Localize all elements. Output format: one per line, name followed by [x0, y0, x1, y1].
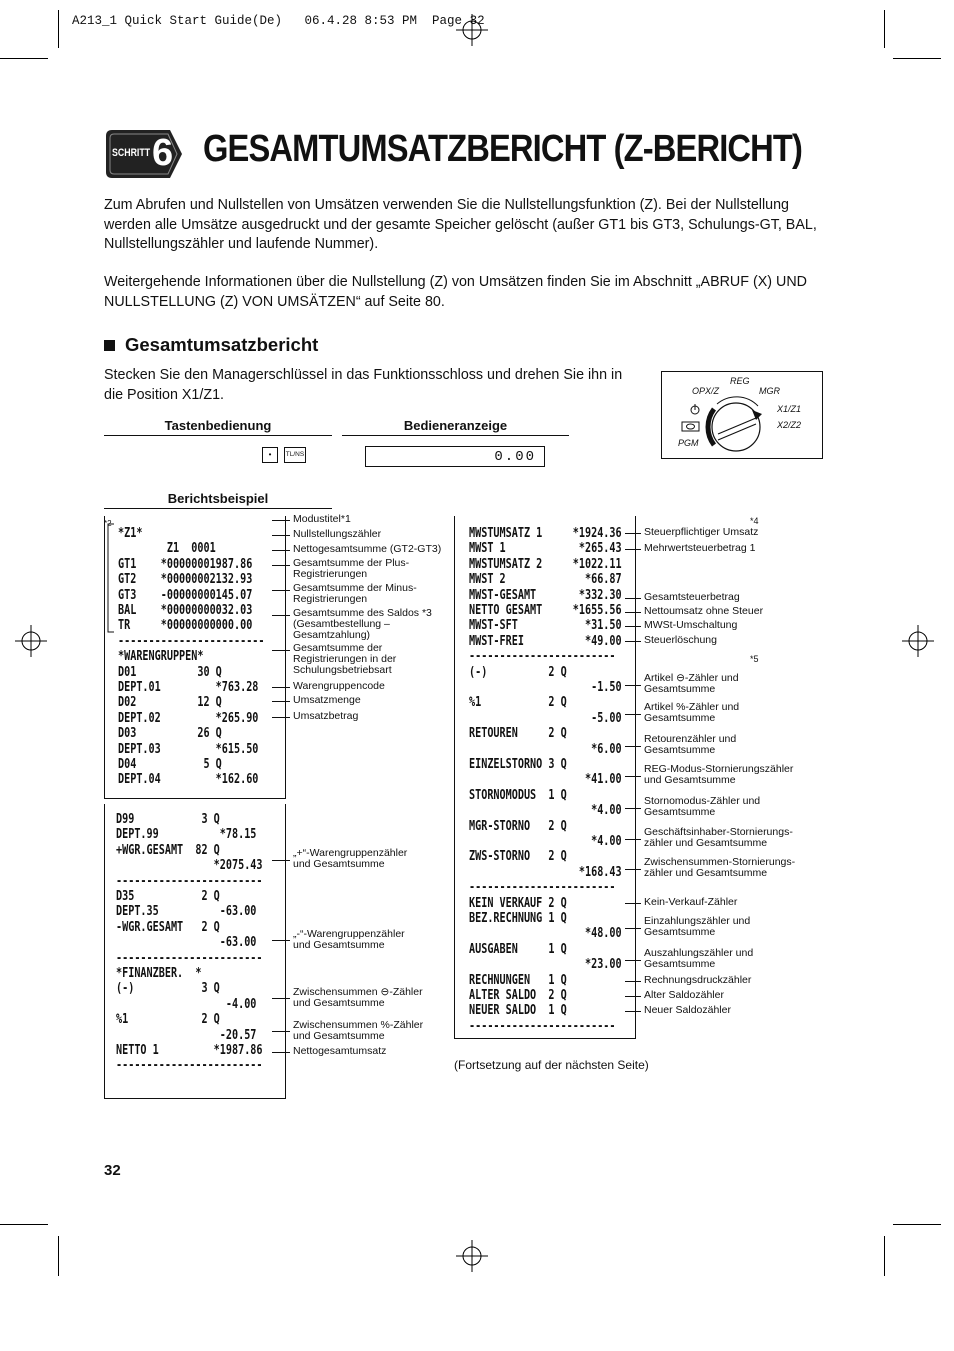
- receipt-line: DEPT.04 *162.60: [118, 772, 259, 788]
- annotation-label: Zwischensummen ⊖-Zähler und Gesamtsumme: [293, 986, 423, 1009]
- receipt-line: D35 2 Q: [116, 889, 220, 904]
- receipt-line: EINZELSTORNO 3 Q: [469, 757, 567, 772]
- continued-note: (Fortsetzung auf der nächsten Seite): [454, 1058, 649, 1072]
- receipt-line: ------------------------: [116, 1058, 263, 1074]
- annotation-label: Geschäftsinhaber-Stornierungs- zähler und Gesamtsumme: [644, 826, 793, 849]
- receipt-line: MWST 2 *66.87: [469, 572, 622, 588]
- receipt-line: *168.43: [469, 864, 622, 880]
- annotation-label: Modustitel*1: [293, 513, 351, 525]
- step-badge: [104, 128, 184, 180]
- annotation-label: Zwischensummen-Stornierungs- zähler und Gesamtsumme: [644, 856, 796, 879]
- section-heading: Gesamtumsatzbericht: [104, 334, 318, 356]
- receipt-line: *6.00: [469, 741, 622, 757]
- leader-line: [272, 940, 290, 941]
- receipt-line: -1.50: [469, 680, 622, 695]
- receipt-line: *Z1*: [118, 526, 143, 541]
- registration-mark-icon: [456, 1240, 488, 1272]
- display-header: Bedieneranzeige: [403, 418, 508, 433]
- annotation-label: „-“-Warengruppenzähler und Gesamtsumme: [293, 928, 405, 951]
- footnote-marker: *2: [104, 519, 112, 528]
- leader-line: [272, 590, 290, 591]
- receipt-line: NETTO GESAMT *1655.56: [469, 603, 622, 618]
- receipt-line: ------------------------: [116, 873, 263, 889]
- annotation-label: Retourenzähler und Gesamtsumme: [644, 733, 737, 756]
- receipt-line: BEZ.RECHNUNG 1 Q: [469, 911, 567, 926]
- annotation-label: Nullstellungszähler: [293, 528, 382, 540]
- decimal-key: •: [262, 447, 278, 463]
- receipt-line: D04 5 Q: [118, 757, 222, 772]
- leader-line: [272, 701, 290, 702]
- receipt-line: MWST 1 *265.43: [469, 541, 622, 557]
- receipt-line: DEPT.35 -63.00: [116, 904, 257, 920]
- keys-header: Tastenbedienung: [164, 418, 272, 433]
- bracket-icon: [104, 522, 116, 634]
- receipt-line: ALTER SALDO 2 Q: [469, 988, 567, 1003]
- page-number: 32: [104, 1162, 121, 1179]
- annotation-label: Mehrwertsteuerbetrag 1: [644, 542, 756, 554]
- crop-mark: [893, 58, 941, 59]
- receipt-line: *23.00: [469, 957, 622, 973]
- leader-line: [272, 615, 290, 616]
- leader-line: [625, 685, 641, 686]
- leader-line: [272, 535, 290, 536]
- footnote-marker: *4: [750, 516, 759, 526]
- step-number: 6: [152, 132, 174, 174]
- crop-mark: [893, 1224, 941, 1225]
- receipt-line: NEUER SALDO 1 Q: [469, 1003, 567, 1019]
- leader-line: [625, 746, 641, 747]
- annotation-label: Nettoumsatz ohne Steuer: [644, 605, 764, 617]
- page-title: GESAMTUMSATZBERICHT (Z-BERICHT): [203, 128, 803, 170]
- example-header: Berichtsbeispiel: [167, 491, 269, 506]
- lock-dial-icon: [662, 372, 822, 458]
- annotation-label: Nettogesamtsumme (GT2-GT3): [293, 543, 442, 555]
- receipt-line: %1 2 Q: [116, 1012, 220, 1028]
- receipt-line: *2075.43: [116, 858, 263, 874]
- receipt-line: *4.00: [469, 834, 622, 849]
- bullet-square-icon: [104, 340, 115, 351]
- mode-lock-diagram: REG OPX/Z MGR X1/Z1 X2/Z2 PGM: [661, 371, 823, 459]
- footnote-marker: *5: [750, 654, 759, 664]
- receipt-line: *4.00: [469, 803, 622, 819]
- receipt-line: KEIN VERKAUF 2 Q: [469, 895, 567, 911]
- leader-line: [625, 776, 641, 777]
- annotation-label: MWSt-Umschaltung: [644, 619, 738, 631]
- leader-line: [625, 839, 641, 840]
- leader-line: [625, 598, 641, 599]
- leader-line: [625, 549, 641, 550]
- intro-paragraph: Zum Abrufen und Nullstellen von Umsätzen verwenden Sie die Nullstellungsfunktion (Z). Bei der Nullstellung werden alle Umsätze ausgedruckt und der gesamte Speicher gelöscht (außer GT1 bis GT3, Schulungs-GT, BAL, Nullstellungszähler und laufende Nummer).: [104, 197, 817, 252]
- receipt-line: ZWS-STORNO 2 Q: [469, 849, 567, 865]
- crop-mark: [58, 10, 59, 48]
- leader-line: [625, 869, 641, 870]
- leader-line: [272, 860, 290, 861]
- leader-line: [272, 998, 290, 999]
- receipt-line: RECHNUNGEN 1 Q: [469, 972, 567, 988]
- annotation-label: Alter Saldozähler: [644, 989, 724, 1001]
- leader-line: [625, 960, 641, 961]
- receipt-line: D03 26 Q: [118, 726, 222, 742]
- intro-paragraph: Weitergehende Informationen über die Nullstellung (Z) von Umsätzen finden Sie im Abschnitt „ABRUF (X) UND NULLSTELLUNG (Z) VON UMSÄTZEN“ auf Seite 80.: [104, 274, 807, 310]
- receipt-line: %1 2 Q: [469, 695, 567, 711]
- receipt-line: +WGR.GESAMT 82 Q: [116, 842, 220, 858]
- receipt-line: D01 30 Q: [118, 664, 222, 680]
- receipt-line: (-) 2 Q: [469, 664, 567, 680]
- annotation-label: Einzahlungszähler und Gesamtsumme: [644, 915, 751, 938]
- receipt-line: STORNOMODUS 1 Q: [469, 787, 567, 803]
- registration-mark-icon: [15, 625, 47, 657]
- annotation-label: REG-Modus-Stornierungszähler und Gesamtsumme: [644, 763, 794, 786]
- receipt-line: *WARENGRUPPEN*: [118, 649, 204, 665]
- leader-line: [625, 928, 641, 929]
- leader-line: [625, 808, 641, 809]
- receipt-line: *FINANZBER. *: [116, 966, 202, 981]
- crop-mark: [0, 58, 48, 59]
- leader-line: [272, 650, 290, 651]
- leader-line: [272, 520, 290, 521]
- receipt-line: TR *00000000000.00: [118, 618, 253, 634]
- receipt-line: GT3 -00000000145.07: [118, 587, 253, 603]
- crop-mark: [58, 1236, 59, 1276]
- annotation-label: Artikel ⊖-Zähler und Gesamtsumme: [644, 672, 739, 695]
- annotation-label: Gesamtsumme des Saldos *3 (Gesamtbestellung – Gesamtzahlung): [293, 607, 432, 641]
- receipt-line: RETOUREN 2 Q: [469, 726, 567, 742]
- total-key: TL/NS: [284, 447, 306, 463]
- leader-line: [625, 981, 641, 982]
- leader-line: [272, 550, 290, 551]
- receipt-line: DEPT.01 *763.28: [118, 680, 259, 695]
- receipt-line: -5.00: [469, 710, 622, 726]
- annotation-label: Steuerlöschung: [644, 634, 717, 646]
- operator-display: 0.00: [365, 446, 545, 467]
- annotation-label: Gesamtsumme der Plus- Registrierungen: [293, 557, 410, 580]
- receipt-line: MWSTUMSATZ 1 *1924.36: [469, 526, 622, 541]
- leader-line: [272, 565, 290, 566]
- annotation-label: Kein-Verkauf-Zähler: [644, 896, 738, 908]
- registration-mark-icon: [902, 625, 934, 657]
- receipt-line: -WGR.GESAMT 2 Q: [116, 919, 220, 935]
- receipt-line: ------------------------: [469, 649, 616, 665]
- receipt-line: Z1 0001: [118, 541, 216, 557]
- annotation-label: Zwischensummen %-Zähler und Gesamtsumme: [293, 1019, 424, 1042]
- leader-line: [625, 533, 641, 534]
- leader-line: [625, 1011, 641, 1012]
- receipt-line: *41.00: [469, 772, 622, 788]
- leader-line: [272, 687, 290, 688]
- receipt-line: GT2 *00000002132.93: [118, 572, 253, 588]
- receipt-line: ------------------------: [469, 1018, 616, 1034]
- crop-mark: [884, 1236, 885, 1276]
- receipt-line: AUSGABEN 1 Q: [469, 941, 567, 957]
- receipt-line: MWST-SFT *31.50: [469, 618, 622, 634]
- leader-line: [625, 612, 641, 613]
- receipt-line: (-) 3 Q: [116, 981, 220, 997]
- annotation-label: Gesamtsumme der Minus- Registrierungen: [293, 582, 417, 605]
- receipt-line: *48.00: [469, 926, 622, 942]
- leader-line: [272, 1052, 290, 1053]
- annotation-label: Artikel %-Zähler und Gesamtsumme: [644, 701, 740, 724]
- crop-mark: [0, 1224, 48, 1225]
- leader-line: [625, 626, 641, 627]
- annotation-label: Rechnungsdruckzähler: [644, 974, 752, 986]
- receipt-line: BAL *00000000032.03: [118, 603, 253, 618]
- receipt-line: DEPT.02 *265.90: [118, 710, 259, 726]
- crop-mark: [884, 10, 885, 48]
- receipt-line: MGR-STORNO 2 Q: [469, 818, 567, 834]
- annotation-label: Stornomodus-Zähler und Gesamtsumme: [644, 795, 761, 818]
- receipt-line: ------------------------: [118, 633, 265, 649]
- annotation-label: Auszahlungszähler und Gesamtsumme: [644, 947, 754, 970]
- leader-line: [625, 641, 641, 642]
- annotation-label: Gesamtsumme der Registrierungen in der Schulungsbetriebsart: [293, 642, 397, 676]
- leader-line: [272, 1031, 290, 1032]
- annotation-label: „+“-Warengruppenzähler und Gesamtsumme: [293, 847, 408, 870]
- annotation-label: Neuer Saldozähler: [644, 1004, 731, 1016]
- receipt-line: MWST-FREI *49.00: [469, 633, 622, 649]
- receipt-line: NETTO 1 *1987.86: [116, 1043, 263, 1058]
- annotation-label: Umsatzmenge: [293, 694, 361, 706]
- receipt-line: -63.00: [116, 935, 257, 951]
- step-label: SCHRITT: [112, 147, 151, 159]
- annotation-label: Steuerpflichtiger Umsatz: [644, 526, 759, 538]
- annotation-label: Warengruppencode: [293, 680, 385, 692]
- receipt-line: MWSTUMSATZ 2 *1022.11: [469, 556, 622, 572]
- annotation-label: Gesamtsteuerbetrag: [644, 591, 740, 603]
- receipt-line: ------------------------: [469, 880, 616, 896]
- receipt-line: MWST-GESAMT *332.30: [469, 587, 622, 603]
- annotation-label: Umsatzbetrag: [293, 710, 359, 722]
- leader-line: [625, 903, 641, 904]
- leader-line: [625, 714, 641, 715]
- receipt-line: DEPT.03 *615.50: [118, 741, 259, 757]
- print-header: A213_1 Quick Start Guide(De) 06.4.28 8:53 PM Page 32: [72, 14, 485, 28]
- receipt-line: ------------------------: [116, 950, 263, 966]
- receipt-line: D99 3 Q: [116, 812, 220, 827]
- receipt-line: -4.00: [116, 996, 257, 1012]
- receipt-line: DEPT.99 *78.15: [116, 827, 257, 843]
- section-text: Stecken Sie den Managerschlüssel in das Funktionsschloss und drehen Sie ihn in die Position X1/Z1.: [104, 367, 623, 403]
- registration-mark-icon: [456, 14, 488, 46]
- leader-line: [625, 996, 641, 997]
- receipt-line: D02 12 Q: [118, 695, 222, 711]
- annotation-label: Nettogesamtumsatz: [293, 1045, 387, 1057]
- receipt-line: GT1 *00000001987.86: [118, 556, 253, 572]
- receipt-line: -20.57: [116, 1027, 257, 1043]
- leader-line: [272, 717, 290, 718]
